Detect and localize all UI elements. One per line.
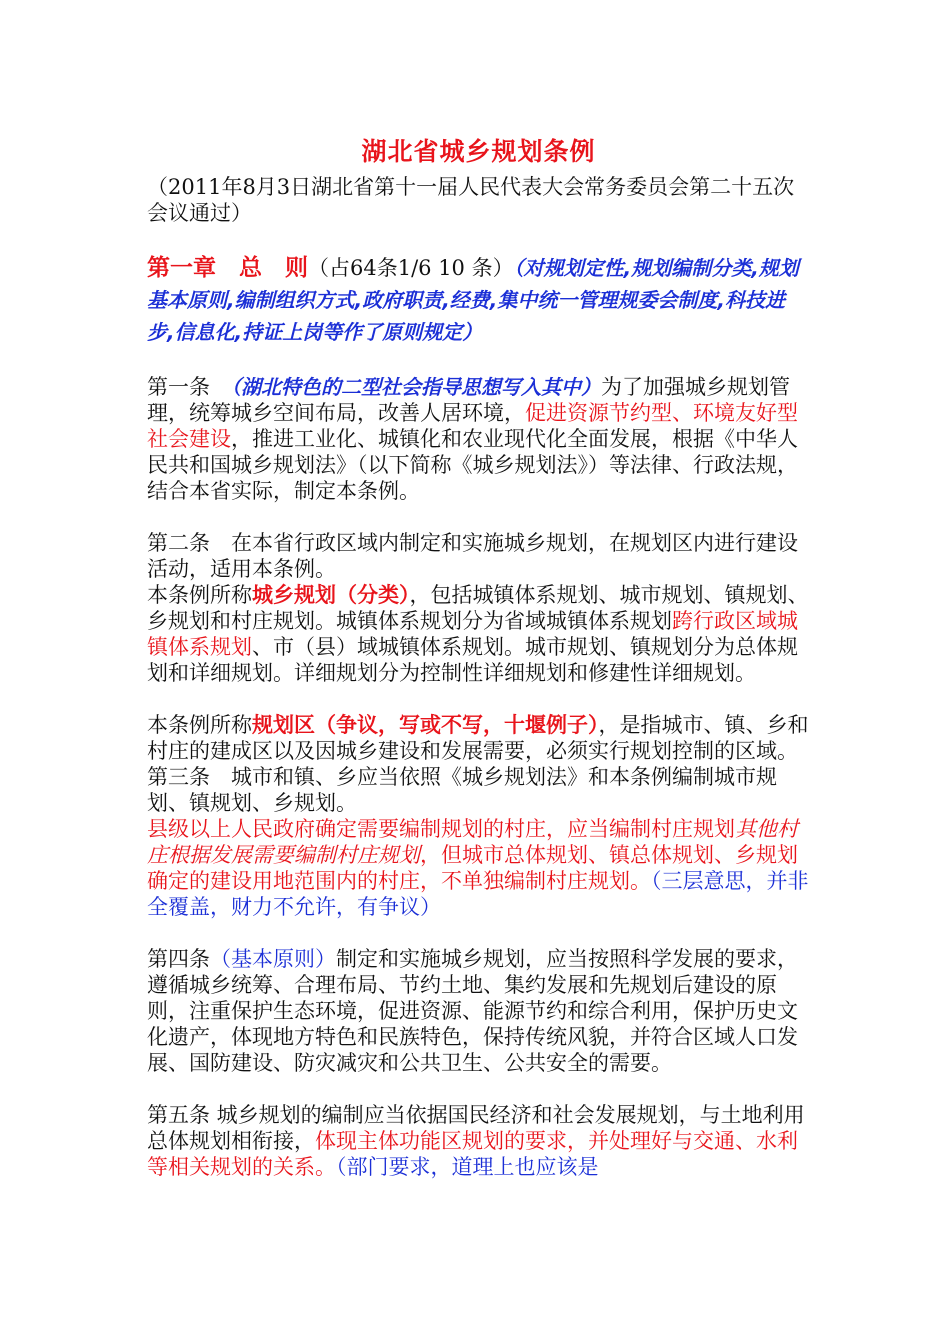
- article-5: [147, 1102, 810, 1180]
- chapter-count: （占64条1/6 10 条）: [308, 256, 514, 280]
- article-1-note: （湖北特色的二型社会指导思想写入其中）: [231, 375, 601, 399]
- spacer: [147, 504, 810, 530]
- article-5-label: 第五条: [147, 1103, 210, 1127]
- article-4-annotation: （基本原则）: [210, 947, 336, 971]
- article-3-annotation: （三层意思，并非全覆盖，财力不允许，有争议）: [147, 869, 809, 919]
- article-3-red-italic: 其他村庄根据发展需要编制村庄规划: [147, 817, 798, 867]
- article-2-p3-term: 规划区（争议，写或不写，十堰例子）: [252, 713, 599, 737]
- article-2-p2-text: 本条例所称: [147, 583, 252, 607]
- spacer: [147, 686, 810, 712]
- chapter-1-heading: [147, 252, 810, 348]
- article-2-p2-text-cont: ，包括城镇体系规划、城市规划、镇规划、乡规划和村庄规划。城镇体系规划分为省域城镇体系规划: [147, 583, 809, 633]
- article-5-text: 城乡规划的编制应当依据国民经济和社会发展规划，与土地利用总体规划相衔接，: [147, 1103, 805, 1153]
- article-2-para-2: [147, 582, 810, 686]
- article-1-label: 第一条: [147, 375, 231, 399]
- adoption-note: （2011年8月3日湖北省第十一届人民代表大会常务委员会第二十五次会议通过）: [147, 175, 795, 225]
- article-3-para-2: [147, 816, 810, 920]
- spacer: [147, 348, 810, 374]
- article-2-text: 在本省行政区域内制定和实施城乡规划，在规划区内进行建设活动，适用本条例。: [147, 531, 798, 581]
- article-1: [147, 374, 810, 504]
- article-4: [147, 946, 810, 1076]
- article-4-label: 第四条: [147, 947, 210, 971]
- article-2-p3-text: 本条例所称: [147, 713, 252, 737]
- spacer: [147, 226, 810, 252]
- article-3: [147, 764, 810, 816]
- article-2-p2-highlight: 跨行政区域城镇体系规划: [147, 609, 798, 659]
- article-2-p2-term: 城乡规划（分类）: [252, 583, 410, 607]
- article-4-text: 制定和实施城乡规划，应当按照科学发展的要求，遵循城乡统筹、合理布局、节约土地、集约发展和先规划后建设的原则，注重保护生态环境，促进资源、能源节约和综合利用，保护历史文化遗产，体现地方特色和民族特色，保持传统风貌，并符合区域人口发展、国防建设、防灾减灾和公共卫生、公共安全的需要。: [147, 947, 798, 1075]
- chapter-1-line: [147, 252, 810, 348]
- article-2-p2-text-end: 、市（县）域城镇体系规划。城市规划、镇规划分为总体规划和详细规划。详细规划分为控制性详细规划和修建性详细规划。: [147, 635, 798, 685]
- article-1-text-cont: ，推进工业化、城镇化和农业现代化全面发展，根据《中华人民共和国城乡规划法》（以下简称《城乡规划法》）等法律、行政法规，结合本省实际，制定本条例。: [147, 427, 798, 503]
- document-title: 湖北省城乡规划条例: [361, 137, 596, 166]
- chapter-title: 第一章 总 则: [147, 255, 308, 281]
- chapter-note: （对规划定性,规划编制分类,规划基本原则,编制组织方式,政府职责,经费,集中统一管理规委会制度,科技进步,信息化,持证上岗等作了原则规定）: [147, 256, 799, 344]
- article-2: [147, 530, 810, 582]
- article-3-text: 城市和镇、乡应当依照《城乡规划法》和本条例编制城市规划、镇规划、乡规划。: [147, 765, 777, 815]
- article-2-label: 第二条: [147, 531, 210, 555]
- article-5-annotation: （部门要求，道理上也应该是: [336, 1155, 599, 1179]
- article-5-highlight: 体现主体功能区规划的要求，并处理好与交通、水利等相关规划的关系。: [147, 1129, 798, 1179]
- article-2-para-3: [147, 712, 810, 764]
- article-3-red-text-cont: ，但城市总体规划、镇总体规划、乡规划确定的建设用地范围内的村庄，不单独编制村庄规划。: [147, 843, 798, 893]
- article-1-highlight: 促进资源节约型、环境友好型社会建设: [147, 401, 798, 451]
- article-3-label: 第三条: [147, 765, 210, 789]
- article-2-p3-text-cont: ，是指城市、镇、乡和村庄的建成区以及因城乡建设和发展需要，必须实行规划控制的区域。: [147, 713, 809, 763]
- article-1-text: 为了加强城乡规划管理，统筹城乡空间布局，改善人居环境，: [147, 375, 790, 425]
- spacer: [147, 1076, 810, 1102]
- article-3-red-text: 县级以上人民政府确定需要编制规划的村庄，应当编制村庄规划: [147, 817, 735, 841]
- spacer: [147, 920, 810, 946]
